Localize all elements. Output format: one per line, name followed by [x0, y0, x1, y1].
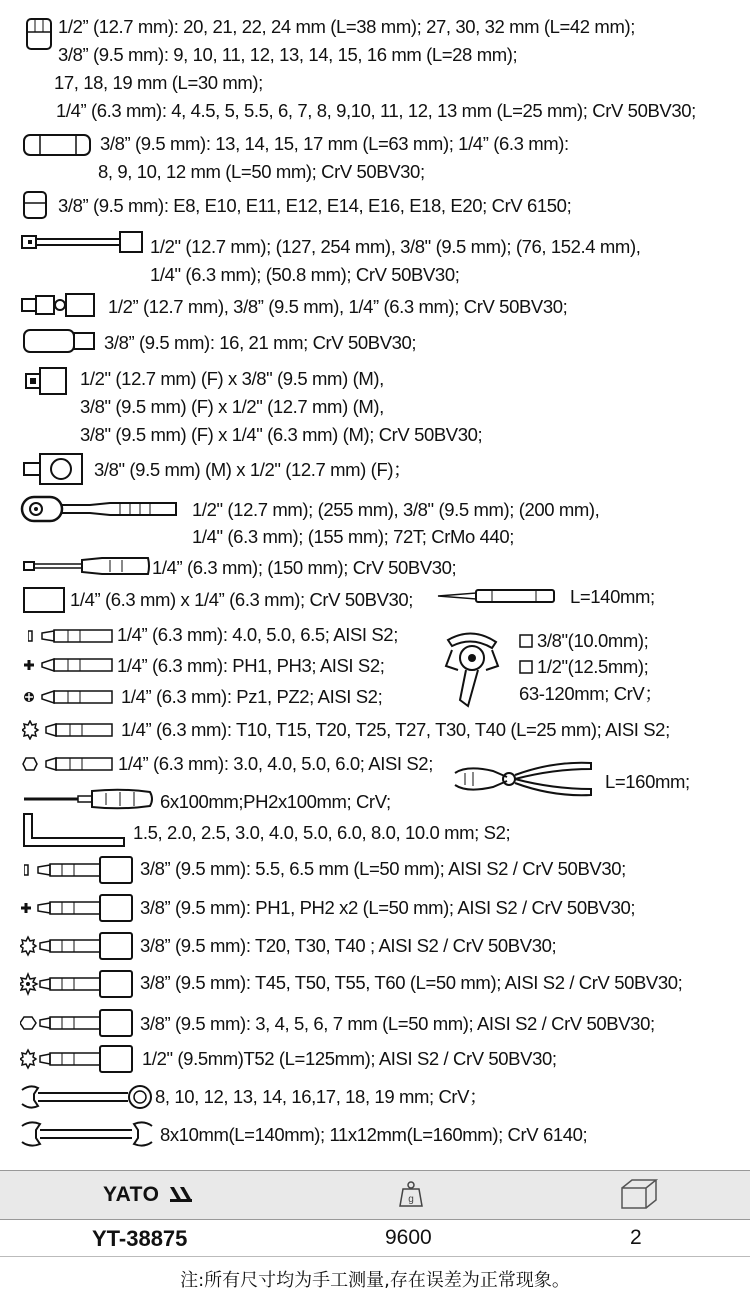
spec-text: 1/4” (6.3 mm): PH1, PH3; AISI S2;	[117, 655, 385, 676]
brand-name: YATO	[103, 1183, 160, 1206]
extension-bar-icon	[20, 228, 144, 256]
spec-text: 8, 10, 12, 13, 14, 16,17, 18, 19 mm; CrV；	[155, 1086, 488, 1107]
bit-adapter-icon	[22, 586, 66, 614]
spec-text: 1/4” (6.3 mm): Pz1, PZ2; AISI S2;	[121, 686, 383, 707]
e-torx-socket-icon	[20, 190, 50, 220]
spec-text: 1/4" (6.3 mm); (50.8 mm); CrV 50BV30;	[150, 264, 460, 285]
torx-bit-icon	[22, 720, 114, 740]
footer-divider	[0, 1256, 750, 1257]
carton-box-icon	[618, 1178, 658, 1210]
spec-text: 63-120mm; CrV；	[519, 683, 663, 704]
screwdriver-icon	[22, 788, 154, 810]
spec-text: 1/2” (12.7 mm): 20, 21, 22, 24 mm (L=38 mm); 27, 30, 32 mm (L=42 mm);	[58, 16, 635, 37]
spec-text: 3/8” (9.5 mm): E8, E10, E11, E12, E14, E16, E18, E20; CrV 6150;	[58, 195, 572, 216]
hex-key-icon	[22, 812, 126, 848]
spec-text: 17, 18, 19 mm (L=30 mm);	[54, 72, 263, 93]
spec-text: 8x10mm(L=140mm); 11x12mm(L=160mm); CrV 6140;	[160, 1124, 588, 1145]
spec-text: 1/2" (12.7 mm) (F) x 3/8" (9.5 mm) (M),	[80, 368, 384, 389]
weight-unit-label: g	[408, 1194, 414, 1205]
spec-text: 1/4” (6.3 mm); (150 mm); CrV 50BV30;	[152, 557, 457, 578]
pozidriv-bit-icon	[24, 688, 114, 706]
weight-value: 9600	[385, 1226, 432, 1249]
socket-icon	[22, 17, 56, 51]
spec-text: 1/2” (12.7 mm), 3/8” (9.5 mm), 1/4” (6.3 mm); CrV 50BV30;	[108, 296, 568, 317]
spec-text: 3/8"(10.0mm);	[537, 630, 649, 651]
spec-text: 1/4” (6.3 mm): 3.0, 4.0, 5.0, 6.0; AISI S2;	[118, 753, 433, 774]
voltage-tester-icon	[436, 586, 558, 606]
slotted-bit-icon	[28, 628, 114, 644]
deep-socket-icon	[20, 133, 96, 157]
spark-plug-socket-icon	[20, 328, 98, 354]
spinner-handle-icon	[22, 554, 152, 578]
spec-text: 6x100mm;PH2x100mm; CrV;	[160, 791, 391, 812]
model-number: YT-38875	[92, 1226, 188, 1251]
hex-socket-bit-icon	[20, 1008, 134, 1038]
checkbox-icon	[519, 660, 533, 674]
hex-bit-icon	[22, 754, 114, 774]
phillips-bit-icon	[24, 656, 114, 674]
spec-text: 1/4" (6.3 mm); (155 mm); 72T; CrMo 440;	[192, 526, 515, 547]
spec-text: 3/8” (9.5 mm): 16, 21 mm; CrV 50BV30;	[104, 332, 417, 353]
oil-filter-wrench-icon	[438, 630, 504, 710]
adapter-large-icon	[22, 452, 86, 486]
spec-text: 1/2" (9.5mm)T52 (L=125mm); AISI S2 / CrV 50BV30;	[142, 1048, 557, 1069]
spec-text: 3/8" (9.5 mm) (M) x 1/2" (12.7 mm) (F)；	[94, 459, 412, 480]
measurement-note: 注:所有尺寸均为手工测量,存在误差为正常现象。	[180, 1270, 570, 1291]
combination-wrench-icon	[20, 1084, 154, 1110]
flare-wrench-icon	[20, 1120, 154, 1148]
spec-text: 3/8" (9.5 mm) (F) x 1/2" (12.7 mm) (M),	[80, 396, 384, 417]
spec-text: 3/8” (9.5 mm): 13, 14, 15, 17 mm (L=63 mm); 1/4” (6.3 mm):	[100, 133, 569, 154]
spec-text: 3/8” (9.5 mm): 5.5, 6.5 mm (L=50 mm); AISI S2 / CrV 50BV30;	[140, 858, 626, 879]
slotted-socket-bit-icon	[24, 855, 134, 885]
adapter-icon	[24, 366, 70, 396]
spec-text: 3/8" (9.5 mm) (F) x 1/4" (6.3 mm) (M); CrV 50BV30;	[80, 424, 483, 445]
spec-text: L=140mm;	[570, 586, 655, 607]
spec-text: 3/8” (9.5 mm): 9, 10, 11, 12, 13, 14, 15, 16 mm (L=28 mm);	[58, 44, 518, 65]
spec-text: 1/2" (12.7 mm); (127, 254 mm), 3/8" (9.5 mm); (76, 152.4 mm),	[150, 236, 641, 257]
spec-text: 1/4” (6.3 mm) x 1/4” (6.3 mm); CrV 50BV30;	[70, 589, 414, 610]
universal-joint-icon	[20, 292, 96, 318]
carton-count: 2	[630, 1226, 642, 1249]
torx-socket-bit-icon	[20, 969, 134, 999]
spec-text: 1/2" (12.7 mm); (255 mm), 3/8" (9.5 mm); (200 mm),	[192, 499, 600, 520]
torx-socket-bit-icon	[20, 931, 134, 961]
spec-text: 3/8” (9.5 mm): T45, T50, T55, T60 (L=50 mm); AISI S2 / CrV 50BV30;	[140, 972, 683, 993]
phillips-socket-bit-icon	[20, 893, 134, 923]
spec-text: 1/4” (6.3 mm): 4, 4.5, 5, 5.5, 6, 7, 8, 9,10, 11, 12, 13 mm (L=25 mm); CrV 50BV30;	[56, 100, 696, 121]
pliers-icon	[453, 757, 593, 801]
spec-text: 1/4” (6.3 mm): 4.0, 5.0, 6.5; AISI S2;	[117, 624, 398, 645]
checkbox-icon	[519, 634, 533, 648]
spec-text: L=160mm;	[605, 771, 690, 792]
spec-text: 1.5, 2.0, 2.5, 3.0, 4.0, 5.0, 6.0, 8.0, 10.0 mm; S2;	[133, 822, 511, 843]
spec-text: 3/8” (9.5 mm): PH1, PH2 x2 (L=50 mm); AISI S2 / CrV 50BV30;	[140, 897, 636, 918]
brand-mark-icon	[168, 1185, 194, 1203]
torx-socket-bit-icon	[20, 1044, 134, 1074]
spec-text: 8, 9, 10, 12 mm (L=50 mm); CrV 50BV30;	[98, 161, 425, 182]
spec-text: 3/8” (9.5 mm): 3, 4, 5, 6, 7 mm (L=50 mm); AISI S2 / CrV 50BV30;	[140, 1013, 655, 1034]
brand-logo	[103, 1183, 194, 1207]
spec-text: 1/4” (6.3 mm): T10, T15, T20, T25, T27, T30, T40 (L=25 mm); AISI S2;	[121, 719, 670, 740]
ratchet-icon	[20, 494, 180, 524]
spec-text: 1/2"(12.5mm);	[537, 656, 649, 677]
spec-text: 3/8” (9.5 mm): T20, T30, T40 ; AISI S2 / CrV 50BV30;	[140, 935, 557, 956]
weight-icon	[398, 1180, 424, 1208]
